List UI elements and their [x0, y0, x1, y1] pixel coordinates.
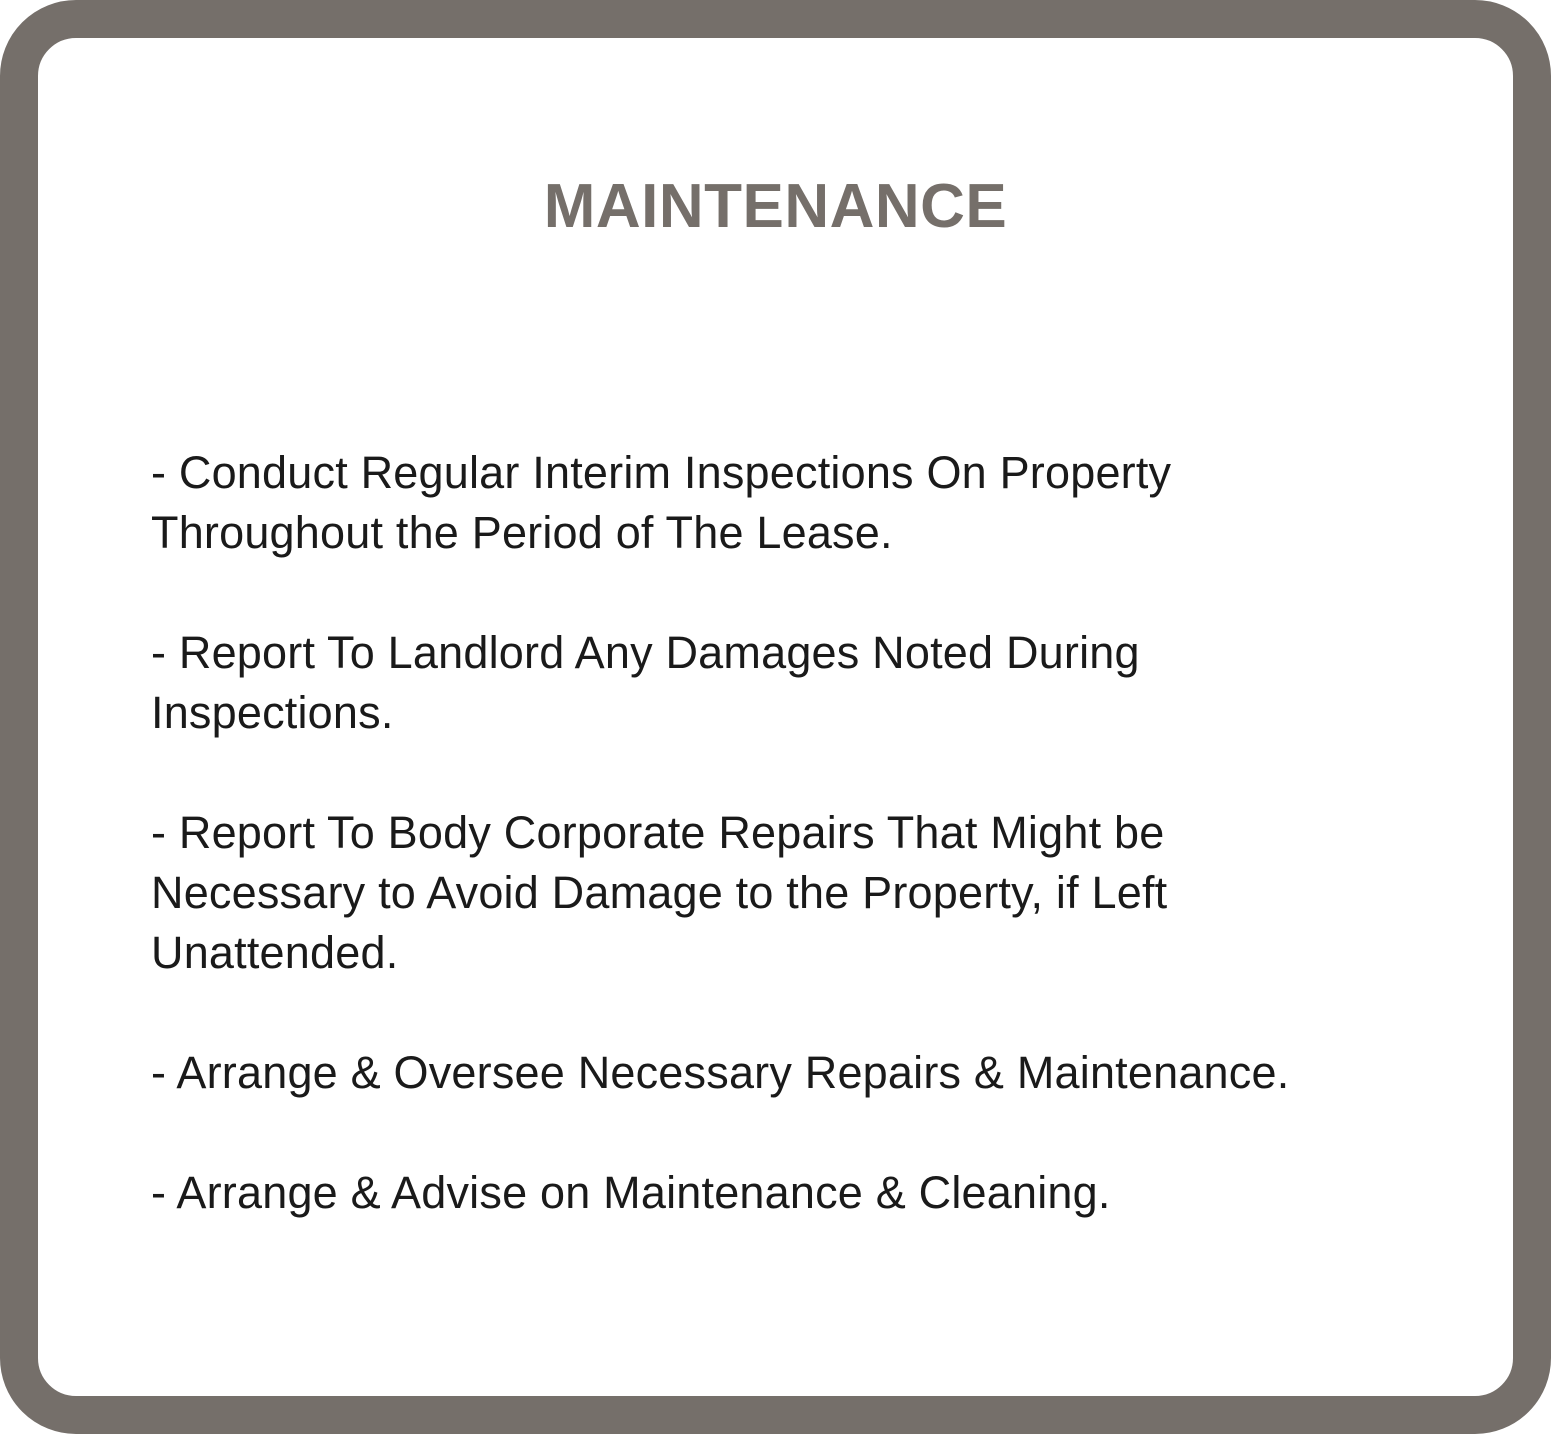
duty-item-repairs — [151, 1043, 1471, 1103]
duty-item-text: Necessary to Avoid Damage to the Property, if Left — [151, 867, 1168, 918]
duty-item-text: - Arrange & Oversee Necessary Repairs & Maintenance. — [151, 1047, 1290, 1098]
duty-item-text: Unattended. — [151, 927, 399, 978]
duty-item-text: - Arrange & Advise on Maintenance & Cleaning. — [151, 1167, 1111, 1218]
duty-item-text: - Conduct Regular Interim Inspections On Property — [151, 447, 1172, 498]
duty-list — [151, 443, 1471, 1223]
card-title: MAINTENANCE — [543, 172, 1008, 241]
duty-item-text: Throughout the Period of The Lease. — [151, 507, 893, 558]
duty-item-report-landlord — [151, 623, 1471, 743]
duty-item-text: - Report To Landlord Any Damages Noted During — [151, 627, 1140, 678]
duty-item-text: - Report To Body Corporate Repairs That Might be — [151, 807, 1165, 858]
duty-item-report-body-corporate — [151, 803, 1471, 983]
duty-item-inspections — [151, 443, 1471, 563]
duty-item-text: Inspections. — [151, 687, 394, 738]
card-content — [38, 38, 1513, 1396]
duty-item-cleaning — [151, 1163, 1471, 1223]
